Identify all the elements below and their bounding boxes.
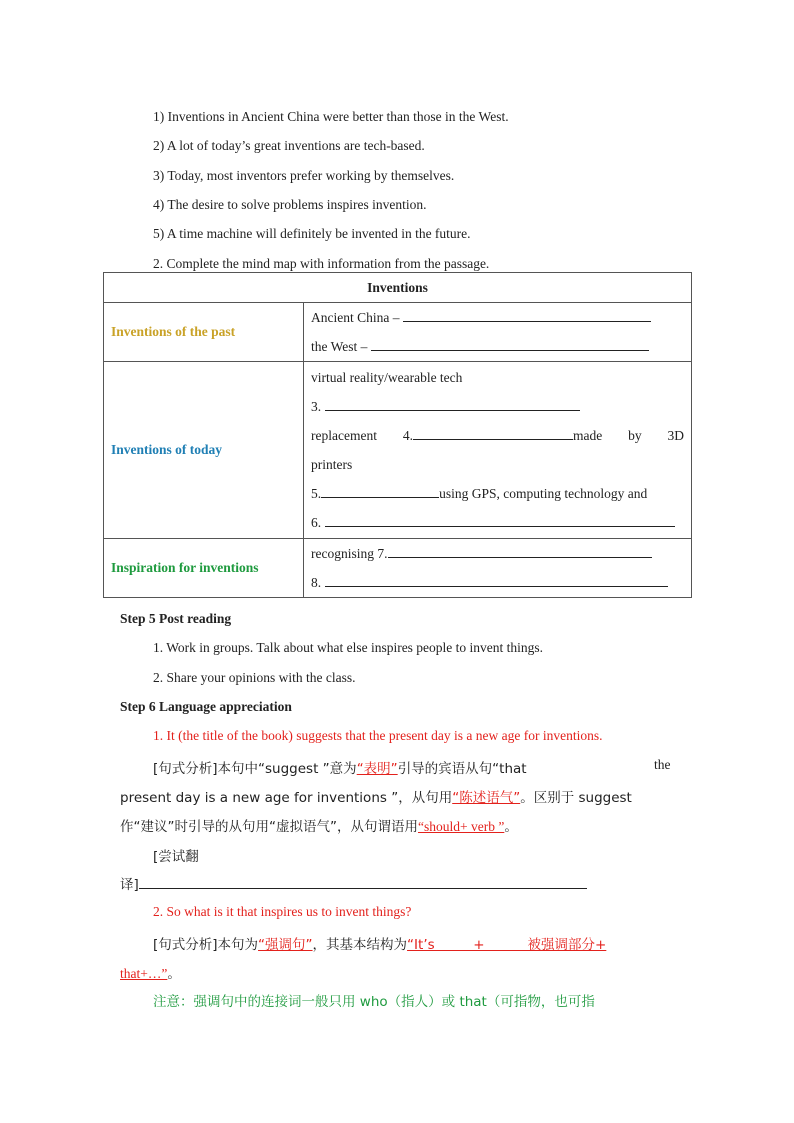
gps-text: using GPS, computing technology and	[439, 486, 648, 501]
note-line: 注意：强调句中的连接词一般只用 who（指人）或 that（可指物，也可指	[153, 994, 595, 1010]
analysis-1-text-c: present day is a new age for inventions ”，从句用	[120, 790, 453, 806]
analysis-2-text-a: [句式分析]本句为	[153, 937, 259, 953]
label-8: 8.	[311, 575, 322, 590]
blank-8[interactable]	[325, 574, 668, 587]
answer-structure-b: that+…”	[120, 966, 168, 981]
blank-the-west[interactable]	[371, 338, 649, 351]
analysis-1-text-e: 作“建议”时引导的从句用“虚拟语气”，从句谓语用	[120, 819, 418, 835]
step5-item-2: 2. Share your opinions with the class.	[153, 670, 356, 685]
statement-5: 5) A time machine will definitely be invented in the future.	[153, 226, 471, 241]
past-ancient-china: Ancient China –	[311, 310, 400, 325]
word-made: made	[572, 428, 603, 443]
try-translate-label: [尝试翻	[153, 849, 199, 865]
answer-chenshu: “陈述语气”	[452, 790, 521, 806]
label-7: recognising 7.	[311, 546, 388, 561]
category-past	[104, 303, 304, 362]
blank-translation[interactable]	[139, 876, 587, 889]
analysis-2-line-2	[120, 962, 181, 982]
try-translate-line	[120, 873, 587, 893]
past-the-west: the West –	[311, 339, 368, 354]
blank-7[interactable]	[388, 545, 652, 558]
analysis-1-the: the	[654, 757, 671, 772]
task-2-instruction: 2. Complete the mind map with information from the passage.	[153, 256, 490, 271]
statement-1: 1) Inventions in Ancient China were better than those in the West.	[153, 109, 509, 124]
analysis-1-text-d: 。区别于 suggest	[520, 790, 632, 806]
today-answers	[304, 362, 692, 539]
analysis-1-line-1	[153, 757, 527, 777]
category-inspiration	[104, 539, 304, 598]
blank-4[interactable]	[413, 427, 573, 440]
word-3d: 3D	[667, 428, 684, 443]
analysis-2-line-1	[153, 933, 606, 953]
past-answers	[304, 303, 692, 362]
blank-5[interactable]	[321, 485, 439, 498]
step6-heading: Step 6 Language appreciation	[120, 699, 292, 714]
step5-heading: Step 5 Post reading	[120, 611, 232, 626]
label-4: 4.	[402, 428, 413, 443]
answer-qiangdiaoju: “强调句”	[258, 937, 313, 953]
mind-map-table	[103, 272, 692, 598]
analysis-2-text-b: ，其基本结构为	[312, 937, 408, 953]
sentence-1: 1. It (the title of the book) suggests that the present day is a new age for inventions.	[153, 728, 603, 743]
table-title: Inventions	[104, 273, 692, 303]
answer-should-verb: “should+ verb ”	[417, 819, 505, 834]
label-6: 6.	[311, 515, 322, 530]
analysis-2-text-c: 。	[167, 966, 181, 982]
category-today-label: Inventions of today	[111, 442, 223, 457]
blank-6[interactable]	[325, 514, 675, 527]
analysis-1-text-f: 。	[504, 819, 518, 835]
today-vr-wearable: virtual reality/wearable tech	[311, 370, 463, 385]
label-3: 3.	[311, 399, 322, 414]
analysis-1-line-3	[120, 815, 518, 835]
analysis-1-line-2	[120, 786, 632, 806]
category-inspiration-label: Inspiration for inventions	[111, 560, 259, 575]
category-today	[104, 362, 304, 539]
label-5: 5.	[311, 486, 322, 501]
try-translate-label-2: 译]	[120, 877, 139, 893]
analysis-1-text-a: [句式分析]本句中“suggest ”意为	[153, 761, 357, 777]
statement-2: 2) A lot of today’s great inventions are tech-based.	[153, 138, 425, 153]
word-by: by	[628, 428, 642, 443]
statement-4: 4) The desire to solve problems inspires invention.	[153, 197, 427, 212]
answer-structure-a: “It’s + 被强调部分+	[407, 937, 607, 953]
category-past-label: Inventions of the past	[111, 324, 236, 339]
sentence-2: 2. So what is it that inspires us to invent things?	[153, 904, 412, 919]
analysis-1-text-b: 引导的宾语从句“that	[397, 761, 527, 777]
blank-3[interactable]	[325, 398, 580, 411]
inspiration-answers	[304, 539, 692, 598]
step5-item-1: 1. Work in groups. Talk about what else inspires people to invent things.	[153, 640, 544, 655]
blank-ancient-china[interactable]	[403, 309, 651, 322]
word-printers: printers	[311, 457, 353, 472]
answer-biaoming: “表明”	[356, 761, 398, 777]
statement-3: 3) Today, most inventors prefer working by themselves.	[153, 168, 455, 183]
word-replacement: replacement	[311, 428, 377, 443]
